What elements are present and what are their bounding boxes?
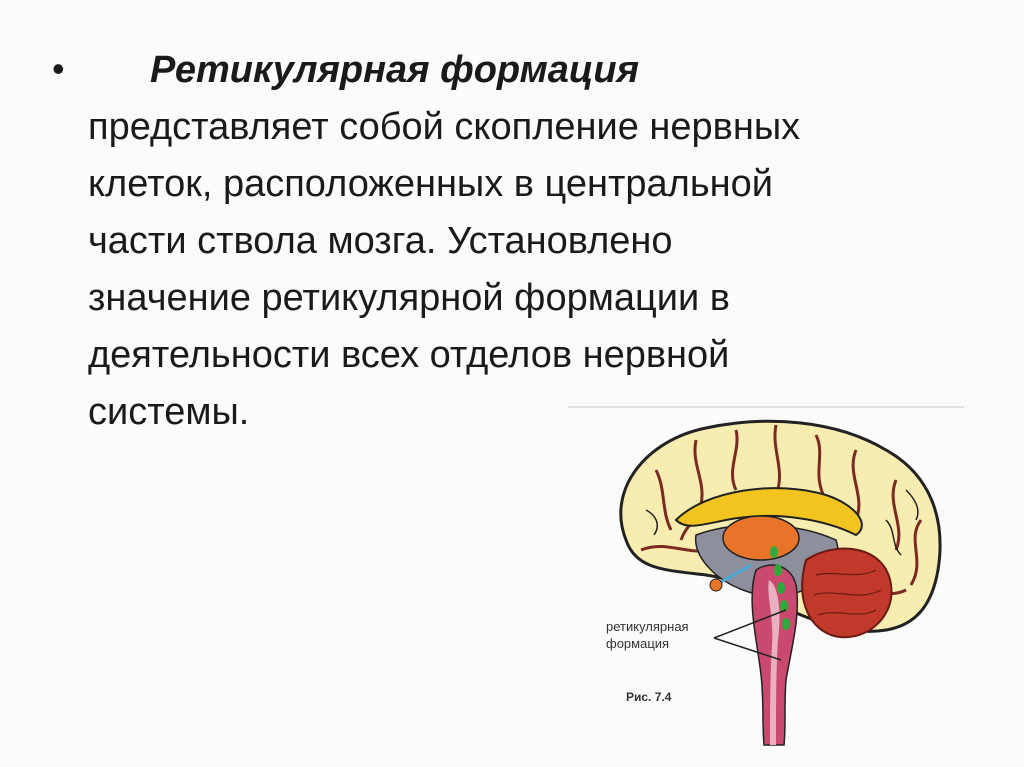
label-line: формация — [606, 636, 670, 651]
text-line: представляет собой скопление нервных — [88, 106, 801, 148]
figure-number: Рис. 7.4 — [626, 690, 672, 704]
cerebellum — [802, 549, 891, 638]
thalamus — [723, 516, 799, 560]
text-line: значение ретикулярной формации в — [88, 277, 730, 319]
brain-figure — [586, 410, 966, 750]
paragraph — [88, 42, 988, 441]
bullet-marker: • — [52, 48, 65, 89]
pituitary — [710, 579, 722, 591]
text-line: части ствола мозга. Установлено — [88, 220, 673, 262]
text-line: клеток, расположенных в центральной — [88, 163, 773, 205]
text-line: системы. — [88, 391, 250, 433]
figure-top-rule — [568, 406, 964, 408]
term-heading: Ретикулярная формация — [150, 49, 640, 91]
label-line: ретикулярная — [606, 619, 689, 634]
text-line: деятельности всех отделов нервной — [88, 334, 730, 376]
figure-label — [606, 618, 689, 652]
